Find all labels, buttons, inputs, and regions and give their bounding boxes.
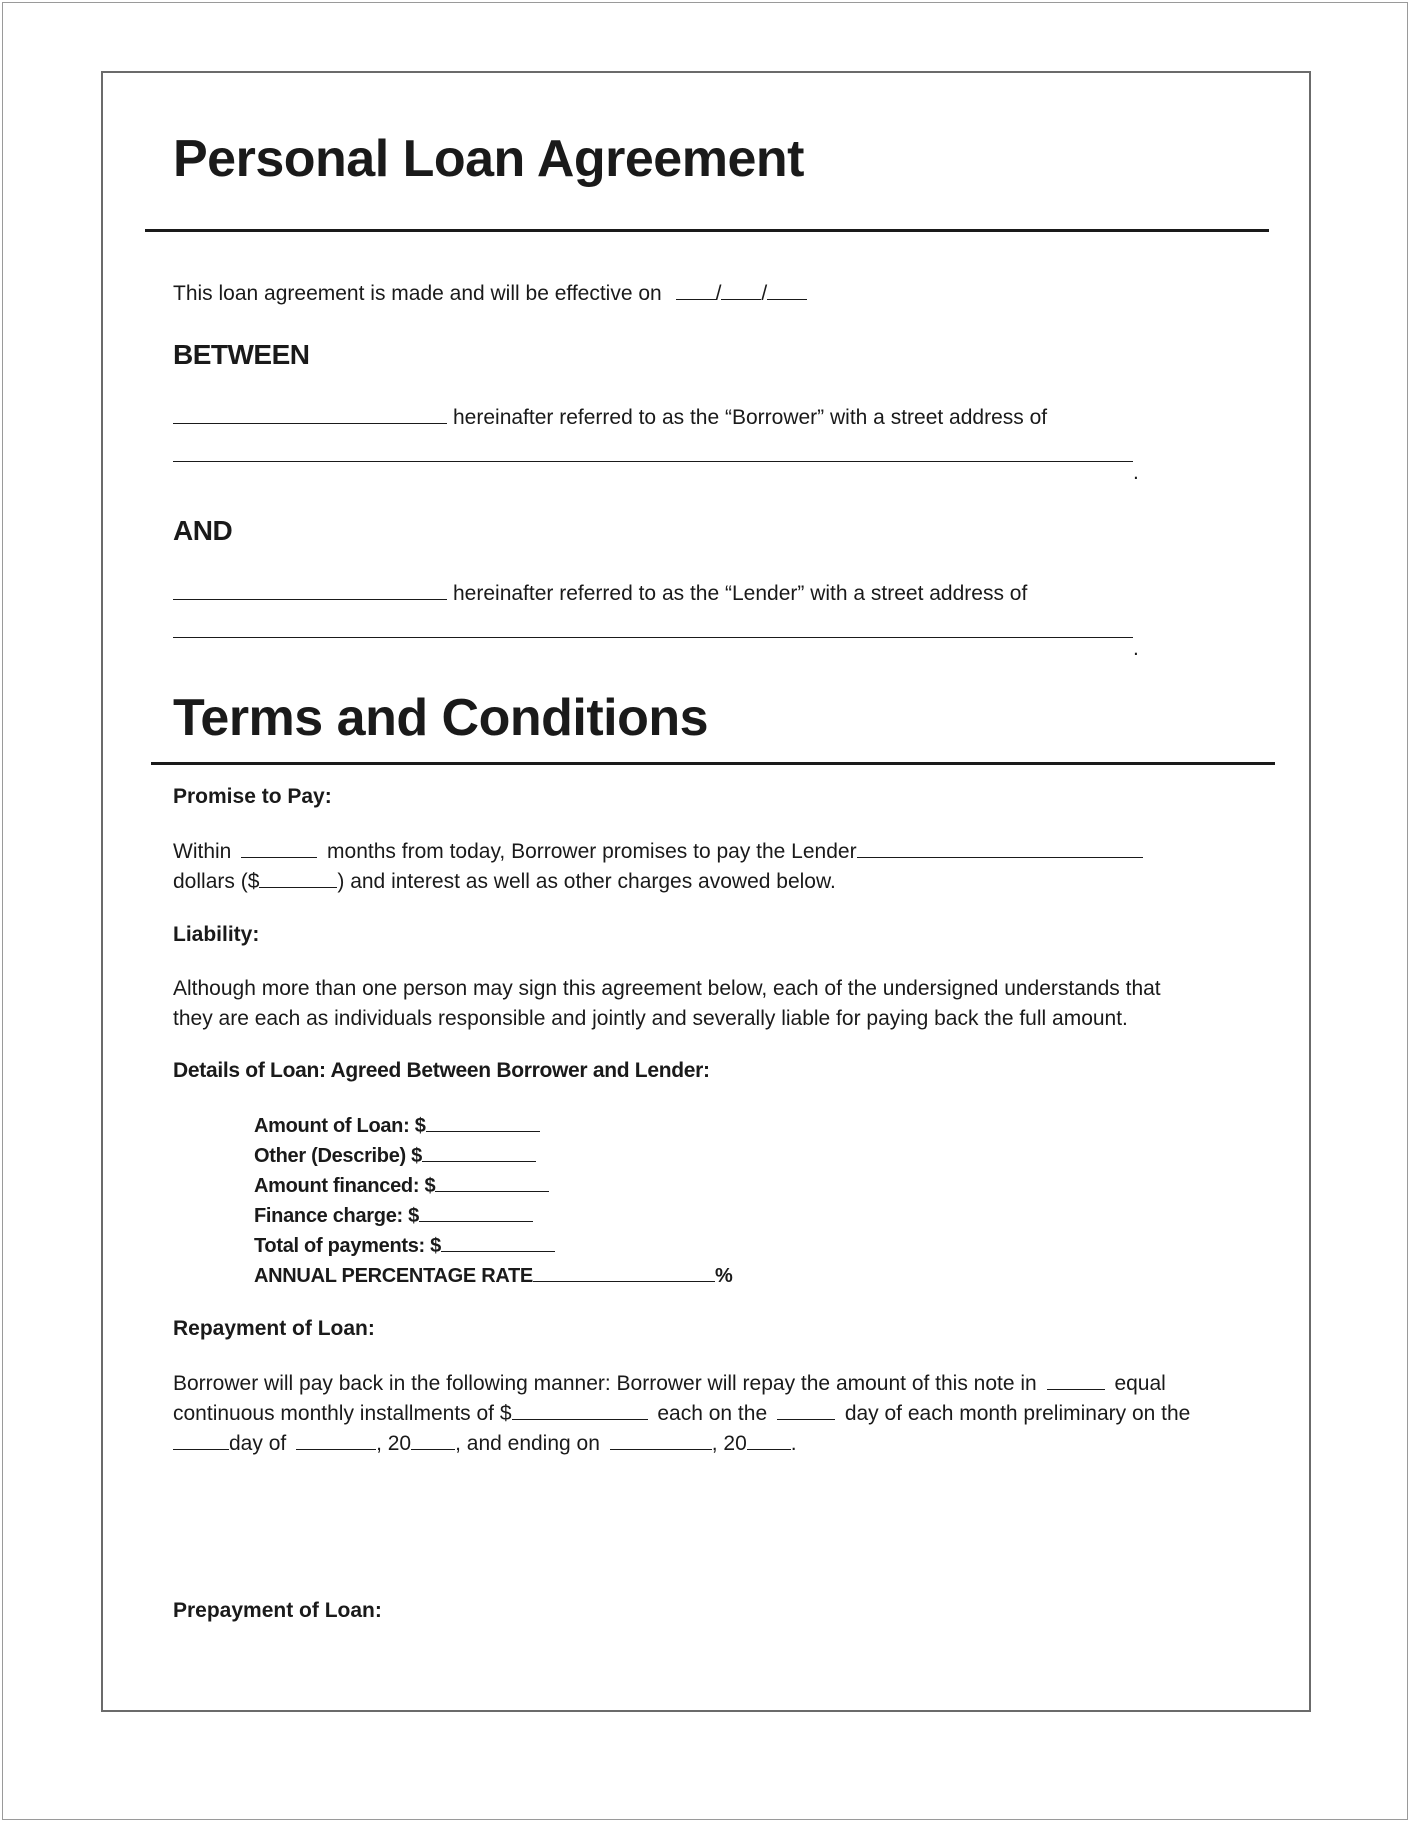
terms-heading: Terms and Conditions: [173, 689, 709, 747]
terms-rule: [151, 762, 1275, 765]
repayment-line-2: [173, 1401, 1190, 1426]
liability-line-2: they are each as individuals responsible and jointly and severally liable for paying back the full amount.: [173, 1007, 1128, 1030]
repayment-text: continuous monthly installments of $: [173, 1402, 512, 1425]
detail-blank[interactable]: [422, 1143, 536, 1162]
detail-label: ANNUAL PERCENTAGE RATE: [254, 1265, 533, 1287]
lender-name-blank[interactable]: [173, 581, 447, 600]
repayment-text: .: [790, 1432, 797, 1455]
detail-amount-of-loan: [254, 1111, 732, 1141]
detail-blank[interactable]: [435, 1173, 549, 1192]
detail-finance-charge: [254, 1201, 732, 1231]
detail-label: Amount of Loan: $: [254, 1115, 426, 1137]
liability-line-1: Although more than one person may sign this agreement below, each of the undersigned understands that: [173, 977, 1161, 1000]
between-heading: BETWEEN: [173, 339, 310, 370]
lender-address-period: .: [1133, 637, 1139, 660]
installments-count-blank[interactable]: [1047, 1371, 1105, 1390]
date-day-blank[interactable]: [721, 281, 761, 300]
detail-label: Amount financed: $: [254, 1175, 436, 1197]
promise-line-2: [173, 869, 836, 894]
end-year-blank[interactable]: [747, 1431, 791, 1450]
repayment-text: , and ending on: [455, 1432, 600, 1455]
detail-label: Other (Describe) $: [254, 1145, 422, 1167]
repayment-heading: Repayment of Loan:: [173, 1317, 375, 1340]
document-title: Personal Loan Agreement: [173, 130, 804, 188]
borrower-text: hereinafter referred to as the “Borrower” with a street address of: [453, 406, 1048, 429]
repayment-text: day of each month preliminary on the: [844, 1402, 1191, 1425]
date-separator: /: [715, 282, 722, 305]
dollars-blank[interactable]: [259, 869, 337, 888]
amount-words-blank[interactable]: [857, 839, 1143, 858]
detail-blank[interactable]: [419, 1203, 533, 1222]
installment-amount-blank[interactable]: [512, 1401, 648, 1420]
promise-text-b: months from today, Borrower promises to pay the Lender: [327, 840, 857, 863]
repayment-text: equal: [1114, 1372, 1166, 1395]
lender-address-blank[interactable]: [173, 637, 1133, 638]
borrower-address-blank[interactable]: [173, 461, 1133, 462]
intro-text: This loan agreement is made and will be effective on: [173, 282, 662, 305]
date-separator: /: [761, 282, 768, 305]
title-rule: [145, 229, 1269, 232]
date-month-blank[interactable]: [676, 281, 716, 300]
detail-blank[interactable]: [426, 1113, 540, 1132]
repayment-text: each on the: [657, 1402, 768, 1425]
and-heading: AND: [173, 515, 233, 546]
end-date-blank[interactable]: [610, 1431, 712, 1450]
liability-heading: Liability:: [173, 923, 260, 946]
repayment-text: Borrower will pay back in the following manner: Borrower will repay the amount of this note in: [173, 1372, 1037, 1395]
payment-day-blank[interactable]: [777, 1401, 835, 1420]
detail-apr: [254, 1261, 732, 1291]
apr-blank[interactable]: [533, 1263, 715, 1282]
loan-details-list: [254, 1111, 732, 1291]
lender-text: hereinafter referred to as the “Lender” with a street address of: [453, 582, 1028, 605]
repayment-text: day of: [229, 1432, 287, 1455]
detail-amount-financed: [254, 1171, 732, 1201]
start-day-blank[interactable]: [173, 1431, 229, 1450]
prepayment-heading: Prepayment of Loan:: [173, 1599, 382, 1622]
detail-total-payments: [254, 1231, 732, 1261]
percent-sign: %: [714, 1265, 733, 1287]
months-blank[interactable]: [241, 839, 317, 858]
details-heading: Details of Loan: Agreed Between Borrower and Lender:: [173, 1059, 710, 1082]
repayment-line-3: [173, 1431, 797, 1456]
intro-line: [173, 281, 807, 306]
start-month-blank[interactable]: [296, 1431, 376, 1450]
detail-other: [254, 1141, 732, 1171]
repayment-text: , 20: [376, 1432, 412, 1455]
repayment-line-1: [173, 1371, 1166, 1396]
repayment-text: , 20: [711, 1432, 747, 1455]
borrower-line: [173, 405, 1047, 430]
promise-line-1: [173, 839, 1143, 864]
detail-blank[interactable]: [441, 1233, 555, 1252]
promise-text-d: ) and interest as well as other charges avowed below.: [337, 870, 836, 893]
start-year-blank[interactable]: [411, 1431, 455, 1450]
date-year-blank[interactable]: [767, 281, 807, 300]
detail-label: Finance charge: $: [254, 1205, 419, 1227]
borrower-address-period: .: [1133, 461, 1139, 484]
promise-text-a: Within: [173, 840, 232, 863]
promise-heading: Promise to Pay:: [173, 785, 332, 808]
lender-line: [173, 581, 1027, 606]
detail-label: Total of payments: $: [254, 1235, 441, 1257]
document-page: [101, 71, 1311, 1712]
borrower-name-blank[interactable]: [173, 405, 447, 424]
promise-text-c: dollars ($: [173, 870, 260, 893]
